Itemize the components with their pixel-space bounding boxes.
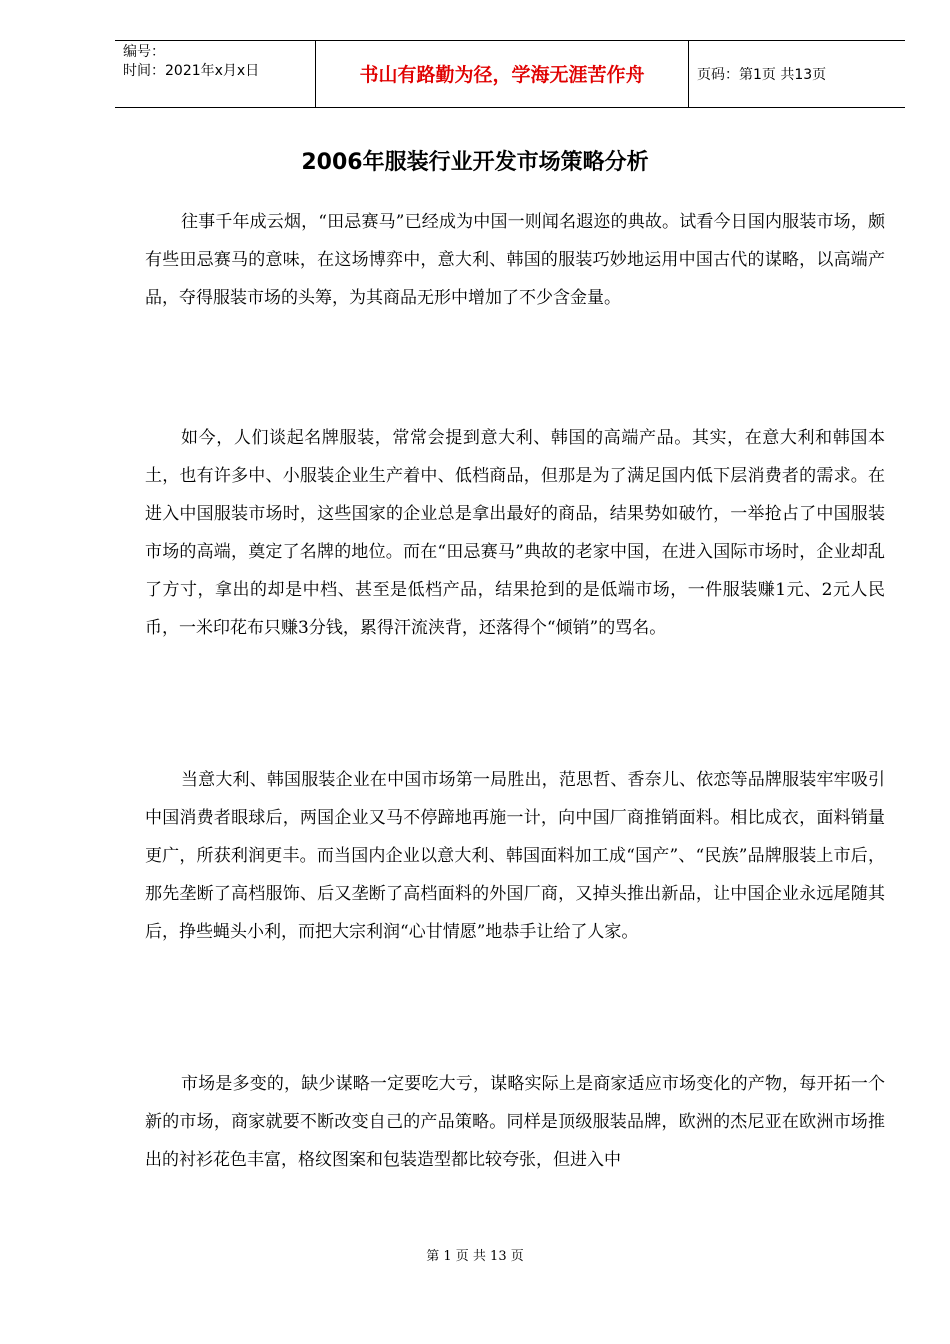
paragraph-2: 如今，人们谈起名牌服装，常常会提到意大利、韩国的高端产品。其实，在意大利和韩国本土，也有许多中、小服装企业生产着中、低档商品，但那是为了满足国内低下层消费者的需求。在进入中国服装市场时，这些国家的企业总是拿出最好的商品，结果势如破竹，一举抢占了中国服装市场的高端，奠定了名牌的地位。而在“田忌赛马”典故的老家中国，在进入国际市场时，企业却乱了方寸，拿出的却是中档、甚至是低档产品，结果抢到的是低端市场，一件服装赚1元、2元人民币，一米印花布只赚3分钱，累得汗流浃背，还落得个“倾销”的骂名。	[145, 428, 885, 638]
document-time-label: 时间：2021年x月x日	[123, 63, 260, 79]
header-page-cell	[689, 41, 905, 107]
paragraph-1: 往事千年成云烟，“田忌赛马”已经成为中国一则闻名遐迩的典故。试看今日国内服装市场，颇有些田忌赛马的意味，在这场博弈中，意大利、韩国的服装巧妙地运用中国古代的谋略，以高端产品，夺得服装市场的头筹，为其商品无形中增加了不少含金量。	[145, 212, 885, 308]
paragraph-3: 当意大利、韩国服装企业在中国市场第一局胜出，范思哲、香奈儿、依恋等品牌服装牢牢吸引中国消费者眼球后，两国企业又马不停蹄地再施一计，向中国厂商推销面料。相比成衣，面料销量更广，所获利润更丰。而当国内企业以意大利、韩国面料加工成“国产”、“民族”品牌服装上市后，那先垄断了高档服饰、后又垄断了高档面料的外国厂商，又掉头推出新品，让中国企业永远尾随其后，挣些蝇头小利，而把大宗利润“心甘情愿”地恭手让给了人家。	[145, 770, 885, 942]
header-motto: 书山有路勤为径，学海无涯苦作舟	[359, 64, 645, 86]
header-page-info: 页码：第1页 共13页	[697, 67, 827, 83]
paragraph-4: 市场是多变的，缺少谋略一定要吃大亏，谋略实际上是商家适应市场变化的产物，每开拓一个新的市场，商家就要不断改变自己的产品策略。同样是顶级服装品牌，欧洲的杰尼亚在欧洲市场推出的衬衫花色丰富，格纹图案和包装造型都比较夸张，但进入中	[145, 1074, 885, 1170]
document-title: 2006年服装行业开发市场策略分析	[301, 150, 649, 175]
header-motto-cell	[316, 41, 689, 107]
document-number-label: 编号：	[123, 44, 165, 60]
header-meta-cell	[115, 41, 316, 107]
page-footer: 第 1 页 共 13 页	[426, 1249, 524, 1264]
document-header	[115, 40, 905, 108]
